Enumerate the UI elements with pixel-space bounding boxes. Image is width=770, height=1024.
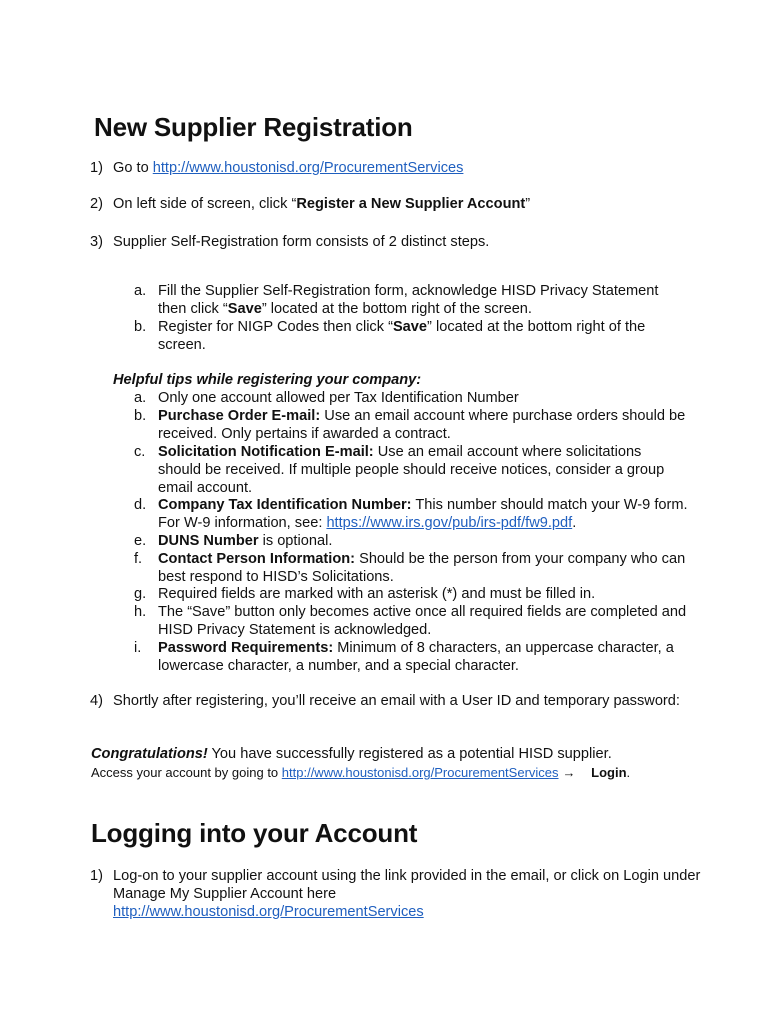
tips-title: Helpful tips while registering your company: <box>113 372 422 388</box>
access-account-text: Access your account by going to http://www.houstonisd.org/ProcurementServices → Login. <box>91 765 631 780</box>
irs-w9-link[interactable]: https://www.irs.gov/pub/irs-pdf/fw9.pdf <box>326 515 573 531</box>
congratulations-text: Congratulations! You have successfully registered as a potential HISD supplier. <box>91 746 612 762</box>
procurement-link[interactable]: http://www.houstonisd.org/ProcurementServices <box>281 765 559 780</box>
section-title-login: Logging into your Account <box>91 818 418 848</box>
page-title: New Supplier Registration <box>94 112 413 142</box>
procurement-link[interactable]: http://www.houstonisd.org/ProcurementServices <box>152 160 464 176</box>
login-label: Login <box>591 765 627 780</box>
arrow-right-icon: → <box>562 765 576 780</box>
procurement-link[interactable]: http://www.houstonisd.org/ProcurementServices <box>113 904 424 920</box>
